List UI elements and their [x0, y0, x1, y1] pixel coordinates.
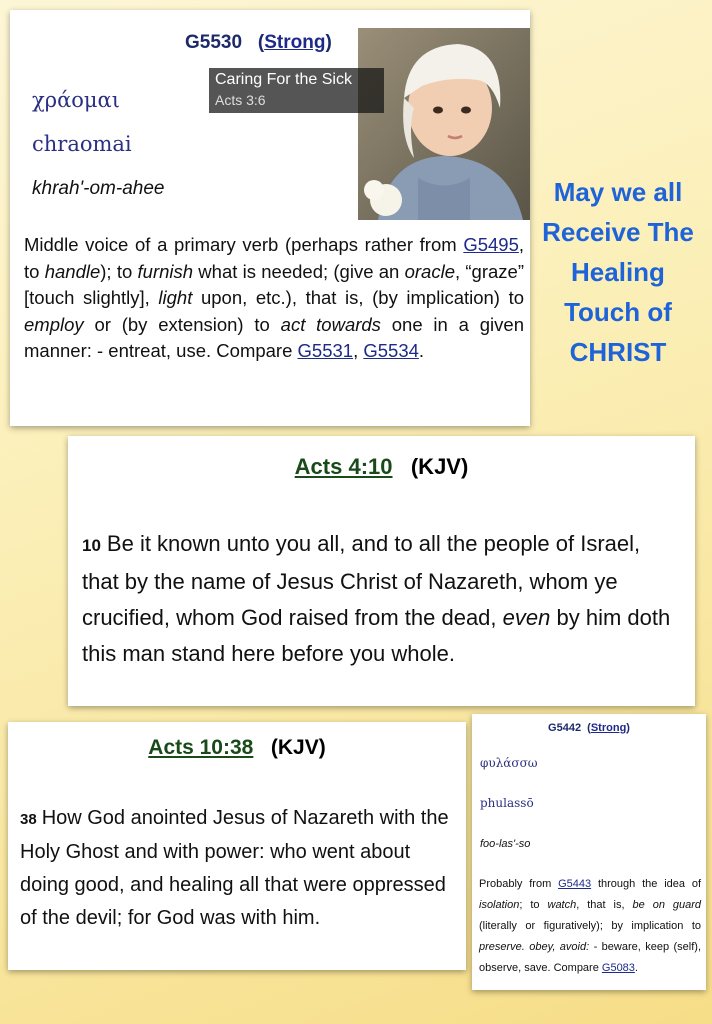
definition: Middle voice of a primary verb (perhaps rather from G5495, to handle); to furnish what is needed; (give an oracle, “graze” [touch slightly], light upon, etc.), that is, (by implication) to employ or (by extension) to act towards one in a given manner: - entreat, use. Compare G5531, G5534.: [24, 234, 524, 361]
pronunciation: khrah'-om-ahee: [32, 178, 165, 199]
definition: Probably from G5443 through the idea of isolation; to watch, that is, be on guard (literally or figuratively); by implication to preserve. obey, avoid: - beware, keep (self), observe, save. Compare G5083.: [479, 878, 702, 974]
lexicon-header: G5442 (Strong): [548, 722, 630, 734]
verse-card-acts-10-38: [8, 722, 466, 970]
side-title: May we all Receive The Healing Touch of CHRIST: [542, 177, 694, 367]
strong-link[interactable]: Strong: [264, 32, 326, 53]
transliteration: phulassō: [480, 796, 534, 810]
strong-link[interactable]: Strong: [590, 722, 627, 734]
verse-number: 10: [82, 536, 101, 555]
verse-text: 38 How God anointed Jesus of Nazareth with the Holy Ghost and with power: who went about doing good, and healing all that were oppressed of the devil; for God was with him.: [20, 807, 449, 929]
ref-link-g5531[interactable]: G5531: [297, 340, 354, 361]
greek-word: χράομαι: [32, 88, 120, 112]
child-illustration: [358, 28, 530, 220]
caption-reference: Acts 3:6: [215, 92, 266, 108]
pronunciation: foo-las'-so: [480, 838, 531, 850]
ref-link-g5495[interactable]: G5495: [463, 234, 519, 255]
verse-reference-link[interactable]: Acts 10:38: [148, 736, 254, 759]
transliteration: chraomai: [32, 132, 132, 156]
lexicon-card-small: [472, 714, 706, 990]
caption-title: Caring For the Sick: [215, 71, 352, 88]
photo-caption: [209, 68, 384, 113]
verse-title: Acts 10:38 (KJV): [148, 736, 326, 759]
verse-reference-link[interactable]: Acts 4:10: [294, 454, 393, 479]
verse-number: 38: [20, 811, 37, 828]
verse-text: 10 Be it known unto you all, and to all the people of Israel, that by the name of Jesus Christ of Nazareth, whom ye crucified, whom God raised from the dead, even by him doth this man stand here before you whole.: [82, 531, 671, 666]
ref-link-g5443[interactable]: G5443: [558, 878, 592, 890]
child-photo: [358, 28, 530, 220]
ref-link-g5534[interactable]: G5534: [363, 340, 419, 361]
verse-card-acts-4-10: [68, 436, 695, 706]
verse-title: Acts 4:10 (KJV): [294, 454, 469, 479]
strongs-number: G5530: [185, 32, 243, 53]
ref-link-g5083[interactable]: G5083: [601, 962, 635, 974]
greek-word: φυλάσσω: [480, 756, 538, 770]
lexicon-header: G5530 (Strong): [185, 32, 332, 53]
